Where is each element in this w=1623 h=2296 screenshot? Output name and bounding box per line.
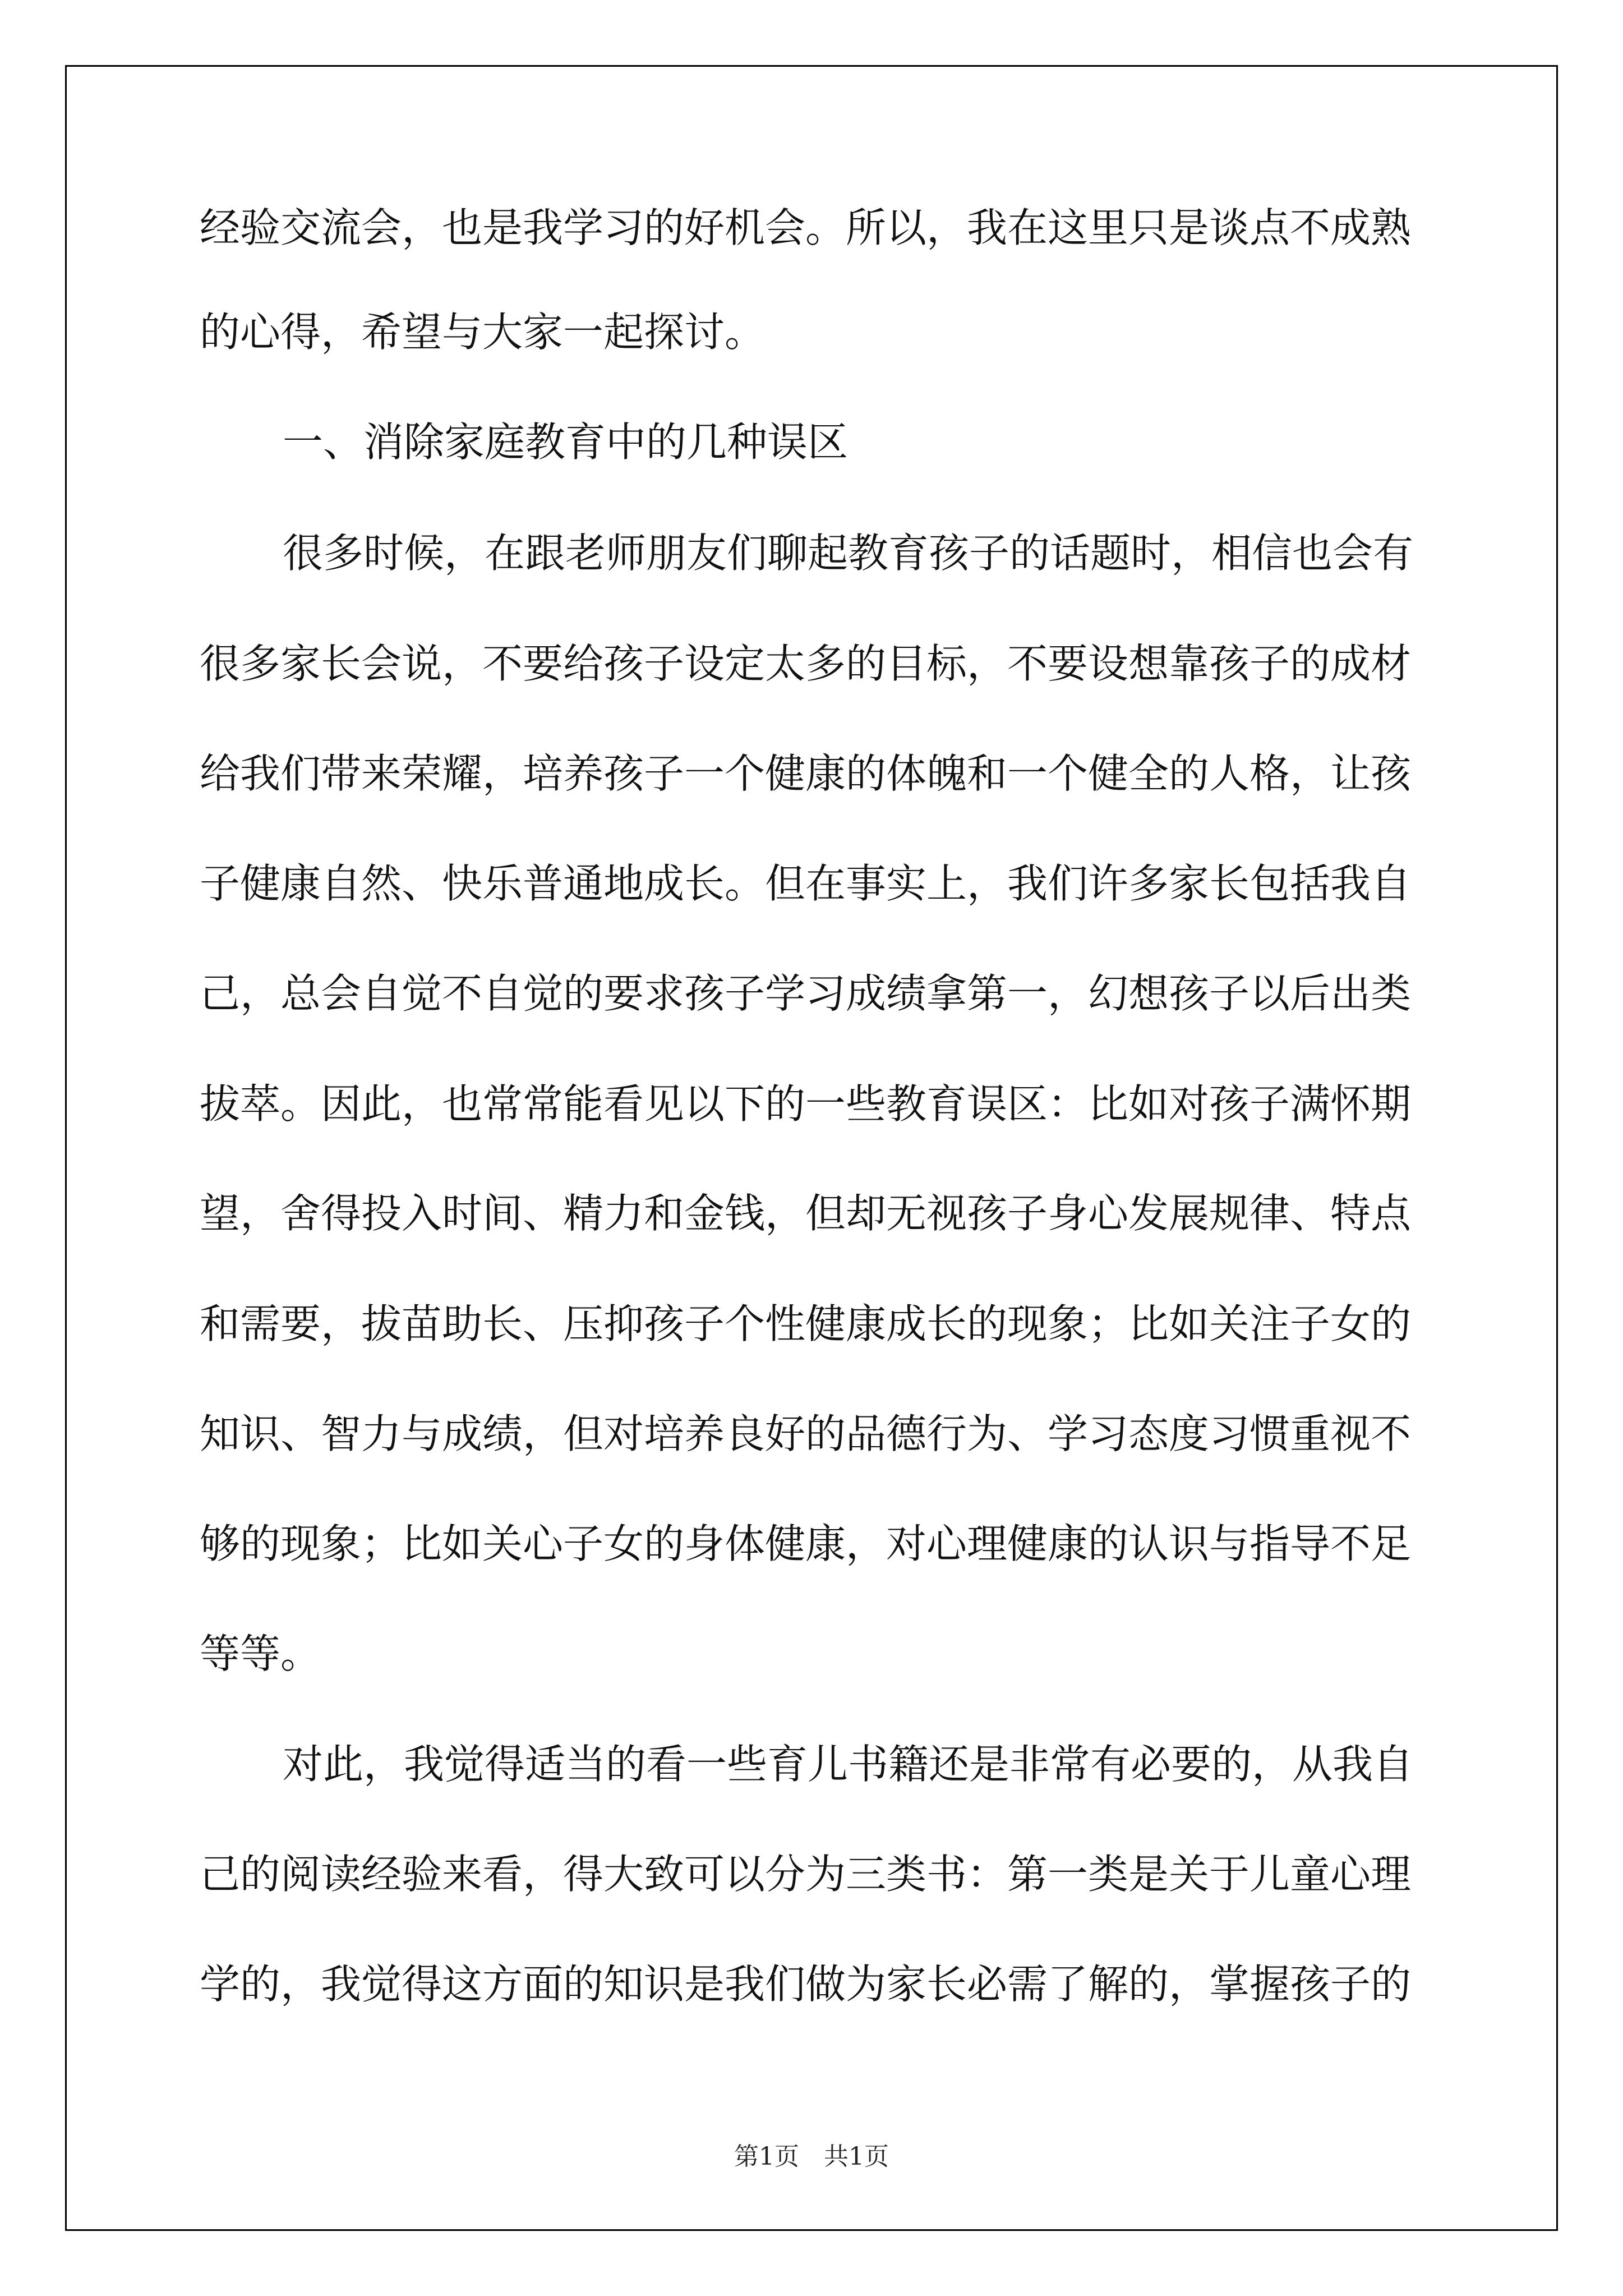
page-number: 第1页 共1页 (734, 2142, 889, 2171)
page-border (65, 65, 1558, 2231)
text-line: 学的，我觉得这方面的知识是我们做为家长必需了解的，掌握孩子的 (200, 1961, 1412, 2008)
paragraph-start: 很多时候，在跟老师朋友们聊起教育孩子的话题时，相信也会有 (283, 530, 1414, 577)
text-line: 望，舍得投入时间、精力和金钱，但却无视孩子身心发展规律、特点 (200, 1190, 1412, 1237)
text-line: 和需要，拔苗助长、压抑孩子个性健康成长的现象；比如关注子女的 (200, 1300, 1412, 1347)
section-heading: 一、消除家庭教育中的几种误区 (283, 418, 849, 466)
text-line: 很多家长会说，不要给孩子设定太多的目标，不要设想靠孩子的成材 (200, 640, 1412, 687)
text-line: 够的现象；比如关心子女的身体健康，对心理健康的认识与指导不足 (200, 1520, 1412, 1567)
text-line: 己的阅读经验来看，得大致可以分为三类书：第一类是关于儿童心理 (200, 1851, 1412, 1898)
text-line: 拔萃。因此，也常常能看见以下的一些教育误区：比如对孩子满怀期 (200, 1080, 1412, 1128)
text-line: 己，总会自觉不自觉的要求孩子学习成绩拿第一，幻想孩子以后出类 (200, 970, 1412, 1017)
paragraph-start: 对此，我觉得适当的看一些育儿书籍还是非常有必要的，从我自 (283, 1741, 1414, 1788)
text-line: 子健康自然、快乐普通地成长。但在事实上，我们许多家长包括我自 (200, 860, 1412, 907)
text-line: 的心得，希望与大家一起探讨。 (200, 309, 766, 356)
text-line: 等等。 (200, 1630, 321, 1677)
text-line: 给我们带来荣耀，培养孩子一个健康的体魄和一个健全的人格，让孩 (200, 750, 1412, 797)
text-line: 知识、智力与成绩，但对培养良好的品德行为、学习态度习惯重视不 (200, 1410, 1412, 1457)
text-line: 经验交流会，也是我学习的好机会。所以，我在这里只是谈点不成熟 (200, 204, 1412, 251)
